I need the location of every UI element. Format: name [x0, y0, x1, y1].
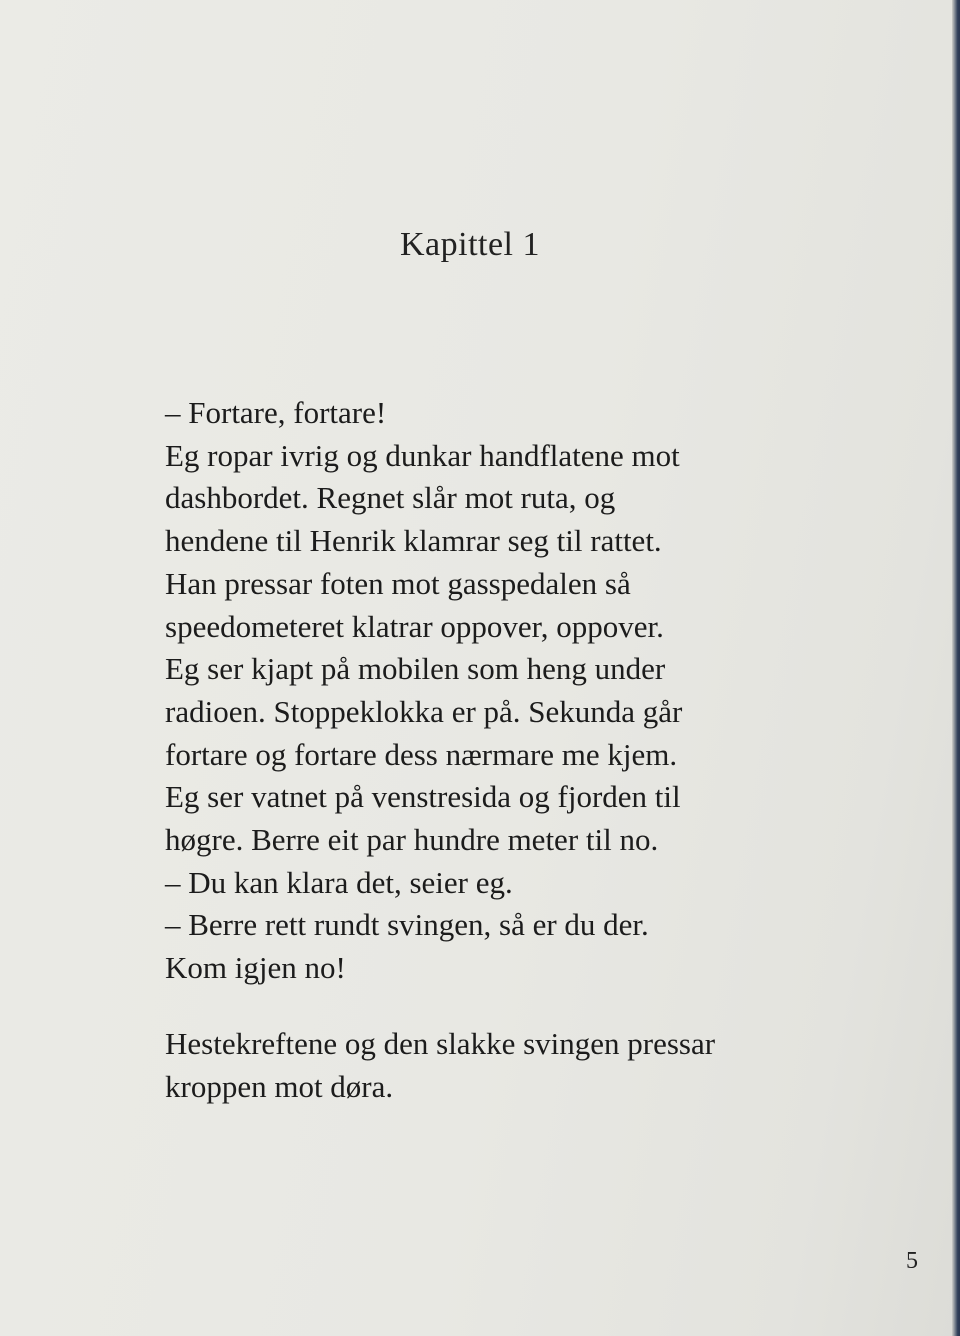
text-line: Eg ropar ivrig og dunkar handflatene mot	[165, 437, 680, 473]
text-line: Hestekreftene og den slakke svingen pressar	[165, 1025, 716, 1061]
text-line: Han pressar foten mot gasspedalen så	[165, 565, 631, 601]
text-line: – Du kan klara det, seier eg.	[165, 864, 513, 900]
text-line: dashbordet. Regnet slår mot ruta, og	[165, 480, 616, 516]
paragraph-2	[165, 1023, 805, 1108]
text-line: kroppen mot døra.	[165, 1068, 394, 1104]
text-line: hendene til Henrik klamrar seg til rattet.	[165, 523, 662, 559]
text-line: Kom igjen no!	[165, 950, 346, 986]
text-line: Eg ser vatnet på venstresida og fjorden til	[165, 779, 681, 815]
paragraph-gap	[165, 990, 805, 1023]
paragraph-1	[165, 392, 805, 990]
chapter-title: Kapittel 1	[399, 226, 541, 263]
text-line: speedometeret klatrar oppover, oppover.	[165, 608, 664, 644]
text-line: radioen. Stoppeklokka er på. Sekunda går	[165, 693, 683, 729]
text-line: Eg ser kjapt på mobilen som heng under	[165, 651, 666, 687]
chapter-body	[165, 392, 805, 1108]
text-line: høgre. Berre eit par hundre meter til no.	[165, 822, 659, 858]
text-line: fortare og fortare dess nærmare me kjem.	[165, 736, 678, 772]
page-edge	[952, 0, 960, 1336]
text-line: – Fortare, fortare!	[165, 395, 387, 430]
page-number: 5	[906, 1248, 918, 1274]
text-line: – Berre rett rundt svingen, så er du der.	[165, 907, 649, 943]
